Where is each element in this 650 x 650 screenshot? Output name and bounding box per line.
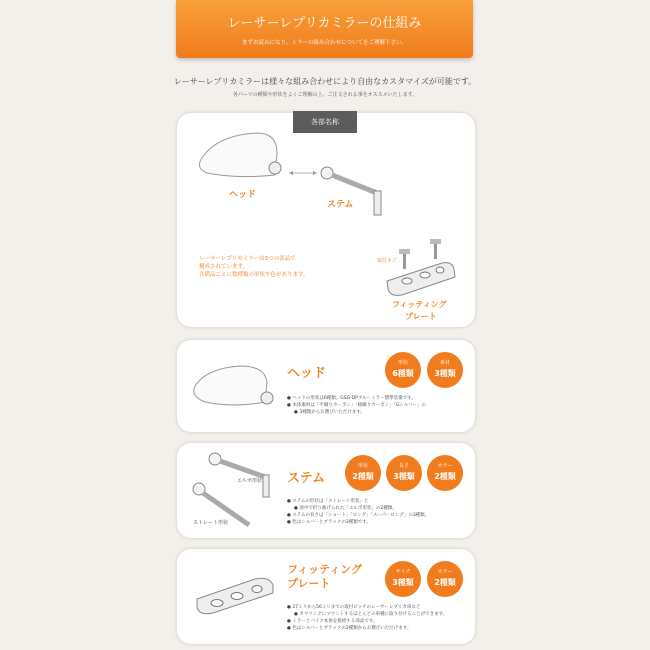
stem-title: ステム: [287, 471, 326, 486]
stem-part-label: ステム: [327, 200, 354, 210]
plate-part-label-2: プレート: [405, 312, 437, 321]
head-part-label: ヘッド: [229, 190, 257, 200]
page-subtitle: まずお読みになり、ミラーの組み合わせについてをご理解下さい。: [242, 40, 407, 46]
stem-badge-color: [427, 455, 463, 491]
plate-part-label-1: フィッティング: [392, 300, 447, 309]
parts-tag: 各部名称: [293, 111, 357, 133]
stem-bullet: ● ステムの形状は「ストレート形状」と: [287, 498, 429, 505]
parts-note: [199, 255, 309, 279]
parts-note-line-2: 構成されています。: [199, 264, 249, 270]
header-banner: [176, 0, 473, 58]
badge-value: 2種類: [434, 578, 456, 587]
badge-key: カラー: [437, 463, 453, 469]
straight-label: ストレート形状: [193, 520, 229, 526]
parts-overview-card: [177, 113, 475, 327]
head-bullet-continued: ● 3種類からお選びいただけます。: [294, 409, 426, 416]
badge-key: カラー: [437, 569, 453, 575]
intro-line-1: レーサーレプリカミラーは様々な組み合わせにより自由なカスタマイズが可能です。: [173, 77, 477, 86]
badge-key: 素材: [439, 360, 450, 366]
screw-2-head: [430, 239, 441, 244]
parts-illustration: [177, 113, 475, 327]
head-card: [177, 340, 475, 432]
head-bullet: ● ヘッドの形状は6種類。GSG-DPブルーミラー標準装備です。: [287, 395, 426, 402]
elbow-label: エルボ形状: [237, 478, 263, 484]
stem-badge-shape: [345, 455, 381, 491]
stem-end: [374, 191, 381, 215]
plate-card: [177, 549, 475, 644]
intro-line-2: 各パーツの種類や形状をよくご理解の上、ご注文される事をオススメいたします。: [232, 92, 418, 98]
plate-bullet: ● 27ミリから56ミリまでの取付ピッチのレーサーレプリカ車など: [287, 604, 447, 611]
plate-title: [287, 563, 362, 591]
mirror-head-shape: [199, 133, 277, 177]
badge-value: 3種類: [393, 472, 415, 481]
plate-badge-size: [385, 561, 421, 597]
plate-bullet: ● 色はシルバーとブラックの2種類からお選びいただけます。: [287, 625, 447, 632]
parts-note-line-3: 各備品ごとに数種類の形状や色があります。: [199, 272, 309, 278]
badge-value: 2種類: [434, 472, 456, 481]
stem-card: [177, 443, 475, 538]
plate-bullet: ● ミラーとバイク本体を接続する部品です。: [287, 618, 447, 625]
plate-image: [185, 549, 295, 644]
head-badge-shape: [385, 352, 421, 388]
parts-note-line-1: レーサーレプリカミラーは3つの部品で: [199, 256, 296, 262]
screw-1: [403, 253, 406, 269]
head-joint: [269, 162, 281, 174]
badge-value: 3種類: [434, 369, 456, 378]
plate-bullet-continued: ● カウリングにマウントするほとんどの車種に取り付けることができます。: [294, 611, 447, 618]
badge-value: 2種類: [352, 472, 374, 481]
screw-1-head: [399, 249, 410, 254]
stem-badge-length: [386, 455, 422, 491]
head-badge-material: [427, 352, 463, 388]
stem-bullet-continued: ● 途中で折り曲げられた「エルボ形状」の2種類。: [294, 505, 429, 512]
head-bullet: ● 本体素材は「平織りカーボン」「綾織りカーボン」「Gシルバー」の: [287, 402, 426, 409]
plate-title-line-1: フィッティング: [287, 563, 363, 576]
plate-badge-color: [427, 561, 463, 597]
badge-value: 3種類: [392, 578, 414, 587]
screw-2: [434, 243, 437, 259]
head-title: ヘッド: [287, 366, 327, 381]
badge-key: サイズ: [395, 569, 411, 575]
fitting-plate-shape: [387, 263, 455, 296]
stem-bullet: ● ステムの長さは「ショート」「ロング」「スーパーロング」の3種類。: [287, 512, 429, 519]
stem-rod: [332, 175, 377, 193]
plate-bullets: [287, 604, 447, 632]
badge-value: 6種類: [392, 369, 414, 378]
badge-key: 形状: [357, 463, 368, 469]
badge-key: 長さ: [398, 463, 409, 469]
badge-key: 形状: [397, 360, 408, 366]
head-bullets: [287, 395, 426, 416]
head-image: [185, 356, 285, 426]
plate-title-line-2: プレート: [287, 577, 331, 590]
stem-bullets: [287, 498, 429, 526]
stem-bullet: ● 色はシルバーとブラックの2種類です。: [287, 519, 429, 526]
page-title: レーサーレプリカミラーの仕組み: [227, 16, 422, 31]
screw-part-label: 取付ネジ: [377, 258, 398, 264]
